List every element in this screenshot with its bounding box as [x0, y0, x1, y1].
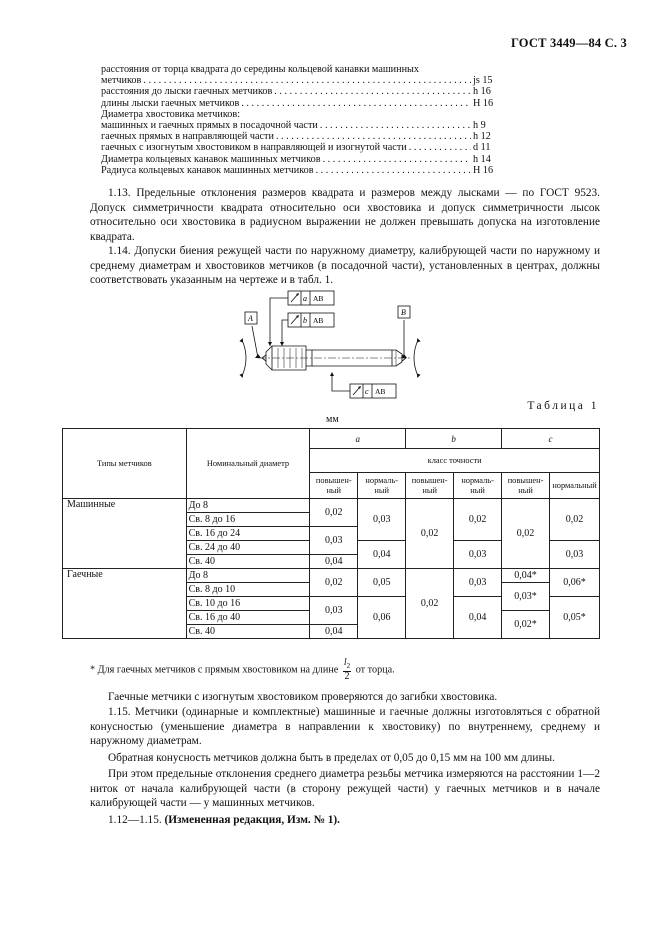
frame-c-value: c [365, 387, 369, 396]
value-cell: 0,04 [310, 625, 358, 639]
value-cell: 0,04 [454, 597, 502, 639]
tolerance-line [101, 165, 499, 176]
frame-a-value: a [303, 294, 307, 303]
tolerance-text: длины лыски гаечных метчиков [101, 97, 240, 109]
tolerance-text: Диаметра кольцевых канавок машинных метчиков [101, 153, 321, 165]
value-cell: 0,02* [502, 611, 550, 639]
value-cell: 0,02 [550, 499, 600, 541]
leader-dots [274, 86, 471, 97]
tolerance-text: машинных и гаечных прямых в посадочной части [101, 120, 318, 132]
type-machine: Машинные [63, 499, 187, 569]
tolerance-line [101, 98, 499, 109]
value-cell: 0,02 [502, 499, 550, 569]
footnote-tail: от торца. [355, 664, 395, 676]
frame-c-datum: AB [375, 387, 386, 396]
leader-dots [323, 154, 471, 165]
value-cell: 0,02 [406, 499, 454, 569]
paragraph-bent-tail: Гаечные метчики с изогнутым хвостовиком проверяются до загибки хвостовика. [108, 691, 498, 703]
diameter-cell: Св. 10 до 16 [186, 597, 310, 611]
tolerance-text: гаечных прямых в направляющей части [101, 131, 274, 143]
paragraph-1-14: 1.14. Допуски биения режущей части по наружному диаметру, калибрующей части по наружному и среднему диаметрам и хвостовиков метчиков (в посадочной части), установленных в центрах, должны соответствовать указанным на чертеже и в табл. 1. [90, 245, 600, 287]
leader-c [332, 376, 350, 391]
footnote-text: * Для гаечных метчиков с прямым хвостовиком на длине [90, 664, 339, 676]
col-header-type: Типы метчиков [63, 429, 187, 499]
leader-dots [241, 98, 471, 109]
tolerance-code: h 14 [473, 153, 491, 165]
tolerance-list [101, 64, 499, 176]
datum-b-label: B [401, 308, 406, 317]
datum-a-label: A [248, 314, 253, 323]
fraction-numerator: $l_2$ [343, 657, 351, 670]
amendment-prefix: 1.12—1.15. [108, 814, 162, 826]
value-cell: 0,06 [358, 597, 406, 639]
tolerance-code: h 16 [473, 86, 491, 98]
value-cell: 0,05 [358, 569, 406, 597]
tolerance-line [101, 75, 499, 86]
value-cell: 0,04 [358, 541, 406, 569]
tolerance-text: Диаметра хвостовика метчиков: [101, 108, 241, 120]
diameter-cell: Св. 8 до 16 [186, 513, 310, 527]
diameter-cell: Св. 40 [186, 555, 310, 569]
value-cell: 0,03* [502, 583, 550, 611]
value-cell: 0,03 [550, 541, 600, 569]
sub-c-norm: нормальный [550, 473, 600, 499]
sub-c-high: повышенный [502, 473, 550, 499]
tolerance-line [101, 109, 499, 120]
value-cell: 0,04* [502, 569, 550, 583]
value-cell: 0,03 [310, 527, 358, 555]
tolerance-line [101, 120, 499, 131]
center-arc-right [414, 340, 418, 376]
tolerance-line [101, 154, 499, 165]
tolerance-frame-b [288, 313, 334, 327]
frame-b-datum: AB [313, 316, 324, 325]
tolerance-text: метчиков [101, 75, 142, 87]
tolerance-line [101, 131, 499, 142]
tolerance-code: h 9 [473, 120, 486, 132]
tolerance-text: расстояния от торца квадрата до середины кольцевой канавки машинных [101, 64, 419, 75]
value-cell: 0,03 [310, 597, 358, 625]
diameter-cell: До 8 [186, 499, 310, 513]
value-cell: 0,02 [310, 499, 358, 527]
page-header: ГОСТ 3449—84 С. 3 [510, 36, 627, 50]
tap-runout-drawing [228, 284, 438, 404]
tolerance-frame-a [288, 291, 334, 305]
class-header: класс точности [310, 449, 600, 473]
sub-a-high: повышенный [310, 473, 358, 499]
tolerance-code: h 12 [473, 131, 491, 143]
sub-b-norm: нормальный [454, 473, 502, 499]
diameter-cell: Св. 16 до 40 [186, 611, 310, 625]
paragraph-1-13: 1.13. Предельные отклонения размеров квадрата и размеров между лысками — по ГОСТ 9523. Допуск симметричности квадрата относительно оси хвостовика и допуск симметричности лысок относительно оси хвостовика в радиусном выражении не должен превышать допуска на изготовление квадрата. [90, 187, 600, 243]
leader-dots [143, 75, 471, 86]
value-cell: 0,06* [550, 569, 600, 597]
center-arc-left [242, 340, 246, 376]
type-nut: Гаечные [63, 569, 187, 639]
paragraph-amendment [90, 813, 600, 828]
tolerance-line [101, 142, 499, 153]
leader-dots [276, 131, 471, 142]
value-cell: 0,04 [310, 555, 358, 569]
value-cell: 0,02 [310, 569, 358, 597]
col-header-diameter: Номинальный диаметр [186, 429, 310, 499]
value-cell: 0,02 [454, 499, 502, 541]
frame-a-datum: AB [313, 294, 324, 303]
col-group-a: a [310, 429, 406, 449]
tolerance-text: гаечных с изогнутым хвостовиком в направляющей и изогнутой части [101, 142, 407, 154]
value-cell: 0,03 [454, 569, 502, 597]
fraction-l2-over-2 [343, 658, 351, 682]
diameter-cell: Св. 8 до 10 [186, 583, 310, 597]
leader-dots [316, 165, 471, 176]
table-1 [62, 428, 600, 639]
leader-a [270, 298, 288, 346]
value-cell: 0,02 [406, 569, 454, 639]
table-unit: мм [326, 414, 339, 425]
table-footnote [90, 658, 395, 682]
tolerance-line [101, 64, 499, 75]
frame-b-value: b [303, 316, 307, 325]
paragraph-measurement: При этом предельные отклонения среднего диаметра резьбы метчика измеряются на расстоянии 1—2 ниток от начала калибрующей части (в сторону режущей части) у гаечных метчиков и в начале калибрующей части — у машинных метчиков. [90, 768, 600, 810]
diameter-cell: Св. 16 до 24 [186, 527, 310, 541]
col-group-b: b [406, 429, 502, 449]
tolerance-text: Радиуса кольцевых канавок машинных метчиков [101, 164, 314, 176]
paragraph-1-15: 1.15. Метчики (одинарные и комплектные) машинные и гаечные должны изготовляться с обратной конусностью (уменьшение диаметра в направлении к хвостовику) по внутреннему, среднему и наружному диаметрам. [90, 706, 600, 748]
tolerance-line [101, 86, 499, 97]
table-row [63, 569, 600, 583]
fraction-denominator: 2 [344, 671, 350, 682]
leader-dots [320, 120, 471, 131]
value-cell: 0,03 [454, 541, 502, 569]
value-cell: 0,05* [550, 597, 600, 639]
paragraph-back-taper: Обратная конусность метчиков должна быть в пределах от 0,05 до 0,15 мм на 100 мм длины. [108, 752, 555, 764]
tolerance-frame-c [350, 384, 396, 398]
table-caption: Таблица 1 [527, 400, 599, 412]
amendment-text: (Измененная редакция, Изм. № 1). [164, 814, 340, 826]
sub-b-high: повышенный [406, 473, 454, 499]
diameter-cell: Св. 24 до 40 [186, 541, 310, 555]
tolerance-code: d 11 [473, 142, 491, 154]
value-cell: 0,03 [358, 499, 406, 541]
leader-dots [409, 142, 471, 153]
tolerance-code: H 16 [473, 164, 494, 176]
tolerance-code: H 16 [473, 97, 494, 109]
sub-a-norm: нормальный [358, 473, 406, 499]
tolerance-text: расстояния до лыски гаечных метчиков [101, 86, 273, 98]
col-group-c: c [502, 429, 600, 449]
diameter-cell: Св. 40 [186, 625, 310, 639]
tolerance-code: js 15 [473, 75, 493, 87]
diameter-cell: До 8 [186, 569, 310, 583]
table-row [63, 499, 600, 513]
